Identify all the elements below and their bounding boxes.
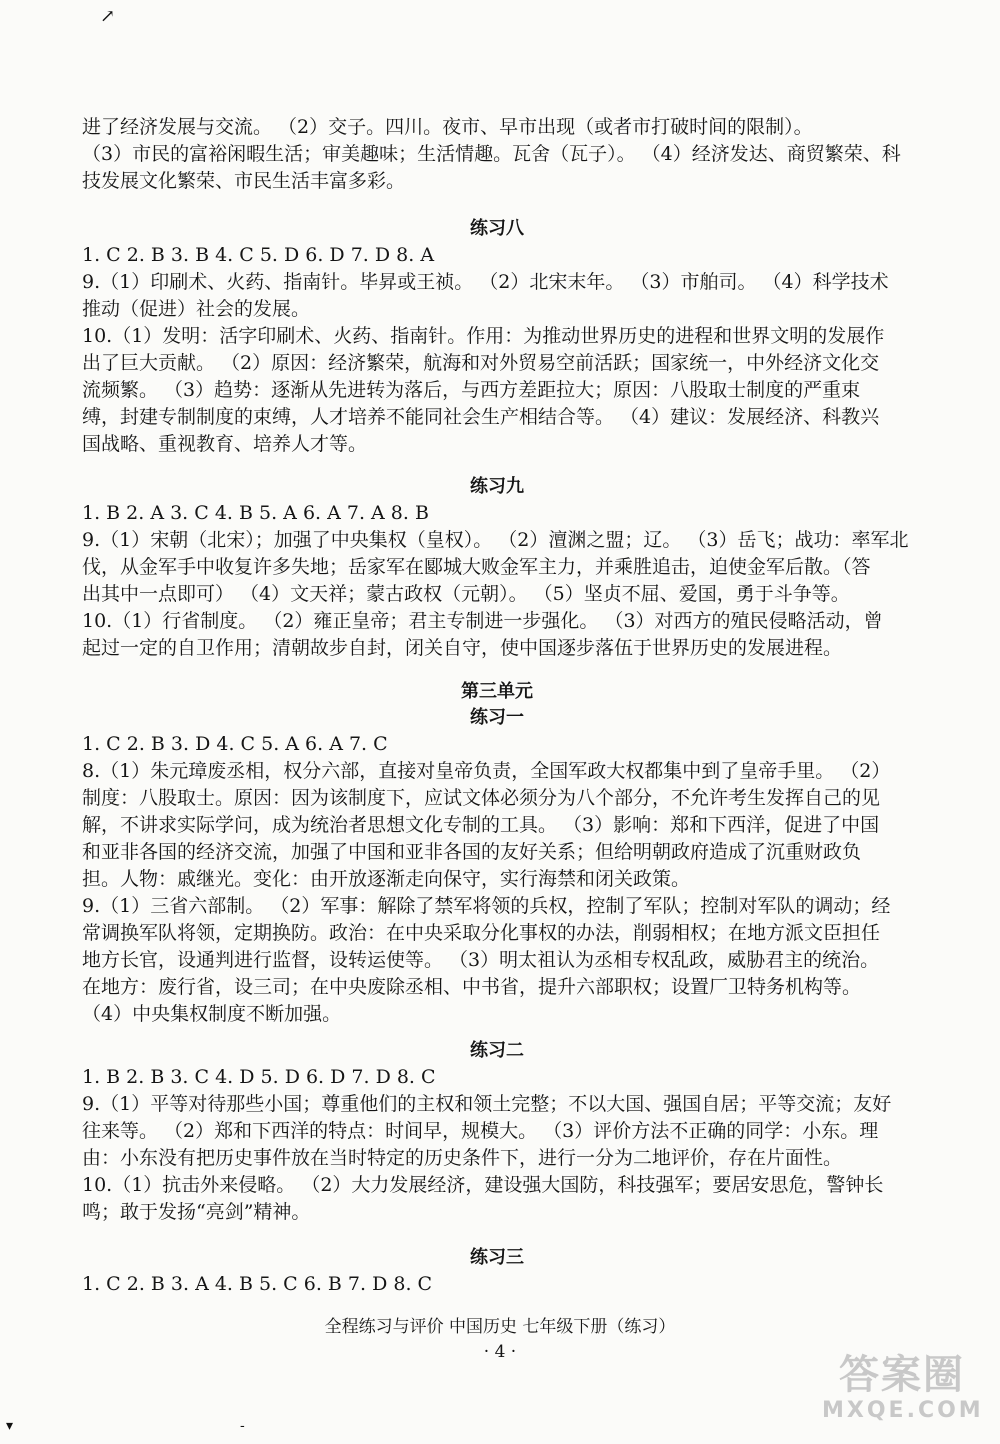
text-line: 鸣；敢于发扬“亮剑”精神。 [82,1201,311,1223]
unit-heading: 第三单元 [461,681,533,702]
text-line: 10.（1）行省制度。 （2）雍正皇帝；君主专制进一步强化。 （3）对西方的殖民侵略活动，曾 [82,610,883,632]
practice-3-section [82,1245,912,1298]
text-line: 出了巨大贡献。 （2）原因：经济繁荣，航海和对外贸易空前活跃；国家统一，中外经济文化交 [82,352,880,374]
text-line: （3）市民的富裕闲暇生活；审美趣味；生活情趣。瓦舍（瓦子）。 （4）经济发达、商贸繁荣、科 [82,143,901,165]
practice-9-section [82,474,912,662]
intro-section [82,114,912,195]
text-line: 1. C 2. B 3. A 4. B 5. C 6. B 7. D 8. C [82,1273,433,1295]
text-line: 伐，从金军手中收复许多失地；岳家军在郾城大败金军主力，并乘胜追击，迫使金军后散。（答 [82,556,871,578]
text-line: 解，不讲求实际学问，成为统治者思想文化专制的工具。 （3）影响：郑和下西洋，促进了中国 [82,814,880,836]
text-line: 9.（1）平等对待那些小国；尊重他们的主权和领土完整；不以大国、强国自居；平等交流；友好 [82,1093,892,1115]
text-line: 流频繁。 （3）趋势：逐渐从先进转为落后，与西方差距拉大；原因：八股取士制度的严重束 [82,379,861,401]
footer-book-title: 全程练习与评价 中国历史 七年级下册（练习） [324,1317,676,1337]
text-line: 10.（1）抗击外来侵略。 （2）大力发展经济，建设强大国防，科技强军；要居安思危，警钟长 [82,1174,884,1196]
top-corner-mark: ↗ [100,6,116,27]
text-line: 担。人物：戚继光。变化：由开放逐渐走向保守，实行海禁和闭关政策。 [82,868,691,890]
text-line: 地方长官，设通判进行监督，设转运使等。 （3）明太祖认为丞相专权乱政，威胁君主的统治。 [82,949,880,971]
text-line: 在地方：废行省，设三司；在中央废除丞相、中书省，提升六部职权；设置厂卫特务机构等。 [82,976,862,998]
text-line: 推动（促进）社会的发展。 [82,298,311,320]
text-line: 10.（1）发明：活字印刷术、火药、指南针。作用：为推动世界历史的进程和世界文明的发展作 [82,325,885,347]
watermark-bottom-text: MXQE.COM [822,1398,984,1423]
text-line: 9.（1）宋朝（北宋）；加强了中央集权（皇权）。 （2）澶渊之盟；辽。 （3）岳飞；战功：率军北 [82,529,909,551]
watermark-logo [822,1352,982,1432]
text-line: 由：小东没有把历史事件放在当时特定的历史条件下，进行一分为二地评价，存在片面性。 [82,1147,843,1169]
scan-mark-middle: - [240,1418,245,1434]
text-line: 制度：八股取士。原因：因为该制度下，应试文体必须分为八个部分，不允许考生发挥自己的见 [82,787,881,809]
text-line: 出其中一点即可） （4）文天祥；蒙古政权（元朝）。 （5）坚贞不屈、爱国，勇于斗争等。 [82,583,850,605]
section-heading: 练习一 [470,707,524,728]
scan-mark-left: ▾ [6,1418,14,1434]
practice-2-section [82,1038,912,1226]
text-line: 起过一定的自卫作用；清朝故步自封，闭关自守，使中国逐步落伍于世界历史的发展进程。 [82,637,843,659]
text-line: 缚，封建专制制度的束缚，人才培养不能同社会生产相结合等。 （4）建议：发展经济、科教兴 [82,406,880,428]
text-line: 往来等。 （2）郑和下西洋的特点：时间早，规模大。 （3）评价方法不正确的同学：小东。理 [82,1120,879,1142]
text-line: 国战略、重视教育、培养人才等。 [82,433,368,455]
text-line: 常调换军队将领，定期换防。政治：在中央采取分化事权的办法，削弱相权；在地方派文臣担任 [82,922,881,944]
practice-8-section [82,216,912,458]
section-heading: 练习二 [470,1040,524,1061]
watermark-top-text: 答案圈 [839,1352,965,1398]
section-heading: 练习三 [470,1247,524,1268]
text-line: 9.（1）印刷术、火药、指南针。毕昇或王祯。 （2）北宋末年。 （3）市舶司。 （4）科学技术 [82,271,889,293]
text-line: 1. B 2. B 3. C 4. D 5. D 6. D 7. D 8. C [82,1066,436,1088]
text-line: 8.（1）朱元璋废丞相，权分六部，直接对皇帝负责，全国军政大权都集中到了皇帝手里。 （2） [82,760,891,782]
text-line: 1. C 2. B 3. D 4. C 5. A 6. A 7. C [82,733,388,755]
text-line: 1. B 2. A 3. C 4. B 5. A 6. A 7. A 8. B [82,502,429,524]
unit-3-section [82,679,912,1028]
text-line: 和亚非各国的经济交流，加强了中国和亚非各国的友好关系；但给明朝政府造成了沉重财政负 [82,841,862,863]
text-line: 技发展文化繁荣、市民生活丰富多彩。 [82,170,406,192]
text-line: 9.（1）三省六部制。 （2）军事：解除了禁军将领的兵权，控制了军队；控制对军队的调动；经 [82,895,891,917]
page-number: · 4 · [483,1342,517,1362]
text-line: 1. C 2. B 3. B 4. C 5. D 6. D 7. D 8. A [82,244,435,266]
text-line: 进了经济发展与交流。 （2）交子。四川。夜市、早市出现（或者市打破时间的限制）。 [82,116,813,138]
section-heading: 练习八 [470,218,524,239]
text-line: （4）中央集权制度不断加强。 [82,1003,342,1025]
section-heading: 练习九 [470,476,524,497]
